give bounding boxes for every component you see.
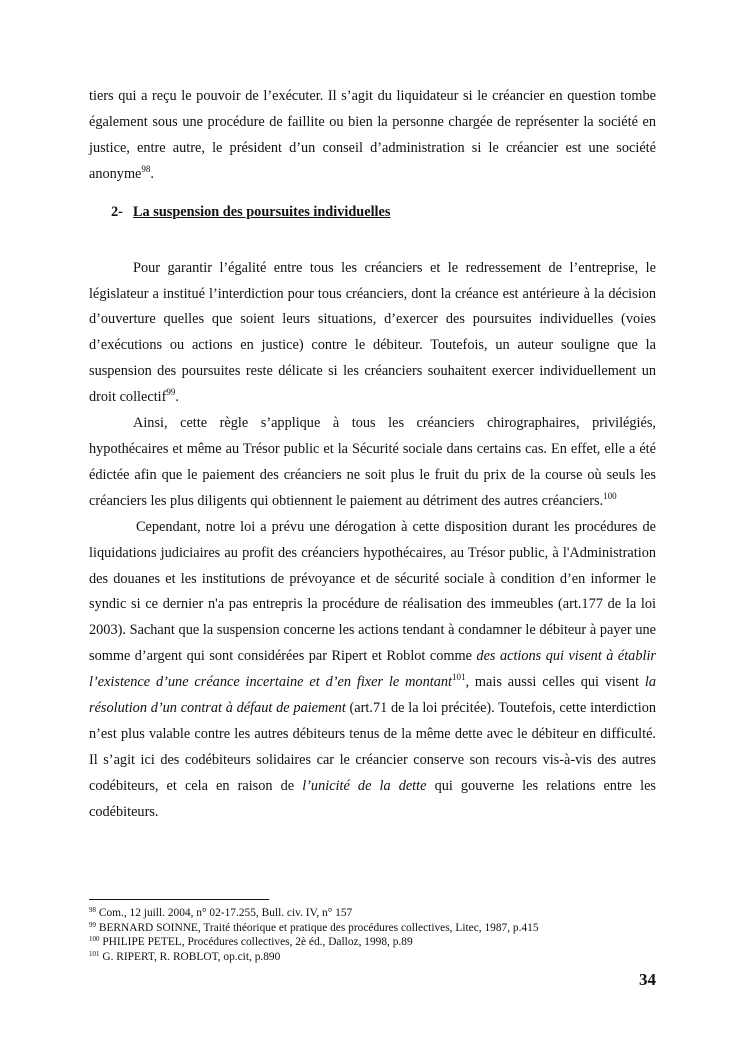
paragraph-text: Cependant, notre loi a prévu une dérogation à cette disposition durant les procédures de liquidations judiciaires au profit des créanciers hypothécaires, au Trésor public, à l'Administration des douanes et les institutions de prévoyance et de sécurité sociale à condition d’en informer le syndic si ce dernier n'a pas entrepris la procédure de réalisation des immeubles (art.177 de la loi 2003). Sachant que la suspension concerne les actions tendant à condamner le débiteur à payer une somme d’argent qui sont considérées par Ripert et Roblot comme	[89, 518, 656, 665]
italic-quote: l’unicité de la dette	[302, 777, 427, 794]
paragraph-continuation	[89, 84, 656, 188]
section-title: La suspension des poursuites individuelles	[133, 203, 391, 220]
footnote-number: 98	[89, 906, 96, 914]
footnotes	[89, 899, 669, 964]
paragraph-text: Ainsi, cette règle s’applique à tous les créanciers chirographaires, privilégiés, hypothécaires et même au Trésor public et la Sécurité sociale dans certains cas. En effet, elle a été édictée afin que le paiement des créanciers ne soit plus le fruit du prix de la course où seuls les créanciers les plus diligents qui obtiennent le paiement au détriment des autres créanciers.	[89, 415, 656, 509]
footnote-text: Com., 12 juill. 2004, n° 02-17.255, Bull. civ. IV, n° 157	[96, 907, 353, 919]
footnote-ref-101[interactable]: 101	[451, 672, 466, 683]
section-number: 2-	[111, 203, 123, 220]
paragraph-text: tiers qui a reçu le pouvoir de l’exécuter. Il s’agit du liquidateur si le créancier en question tombe également sous une procédure de faillite ou bien la personne chargée de représenter la société en justice, entre autre, le président d’un conseil d’administration si le créancier est une société anonyme	[89, 88, 656, 182]
footnote-separator	[89, 899, 269, 900]
paragraph-text: .	[150, 165, 154, 182]
footnote-100	[89, 935, 669, 950]
paragraph-text: Pour garantir l’égalité entre tous les créanciers et le redressement de l’entreprise, le législateur a institué l’interdiction pour tous créanciers, dont la créance est antérieure à la décision d’ouverture quelles que soient leurs situations, d’exercer des poursuites individuelles (voies d’exécutions ou actions en justice) contre le débiteur. Toutefois, un auteur souligne que la suspension des poursuites reste délicate si les créanciers souhaitent exercer individuellement un droit collectif	[89, 259, 656, 406]
section-heading	[111, 200, 656, 224]
page-body	[89, 84, 656, 826]
footnote-text: G. RIPERT, R. ROBLOT, op.cit, p.890	[99, 950, 281, 963]
paragraph-cependant	[89, 515, 656, 826]
footnote-number: 99	[89, 920, 96, 929]
paragraph-text: qui gouverne les relations entre les codébiteurs.	[89, 777, 656, 820]
italic-quote: la résolution d’un contrat à défaut de paiement	[89, 674, 656, 717]
footnote-ref-100[interactable]: 100	[603, 490, 617, 501]
footnote-number: 101	[89, 949, 100, 958]
footnote-98	[89, 906, 669, 921]
footnote-text: PHILIPE PETEL, Procédures collectives, 2è éd., Dalloz, 1998, p.89	[99, 936, 413, 948]
footnote-99	[89, 921, 669, 936]
footnote-number: 100	[89, 935, 100, 943]
paragraph-text: .	[175, 389, 179, 406]
paragraph-text: (art.71 de la loi précitée). Toutefois, cette interdiction n’est plus valable contre les autres débiteurs tenus de la même dette avec le débiteur en difficulté. Il s’agit ici des codébiteurs solidaires car le créancier conserve son recours vis-à-vis des autres codébiteurs, et cela en raison de	[89, 700, 657, 794]
page-number: 34	[639, 970, 656, 989]
footnote-ref-99[interactable]: 99	[166, 387, 176, 398]
paragraph-egalite	[89, 256, 656, 411]
footnote-text: BERNARD SOINNE, Traité théorique et pratique des procédures collectives, Litec, 1987, p.415	[96, 921, 539, 934]
footnote-101	[89, 950, 669, 965]
paragraph-text: , mais aussi celles qui visent	[465, 674, 645, 691]
paragraph-ainsi	[89, 411, 656, 515]
italic-quote: des actions qui visent à établir l’existence d’une créance incertaine et d’en fixer le montant	[89, 648, 656, 691]
footnote-ref-98[interactable]: 98	[141, 163, 151, 174]
